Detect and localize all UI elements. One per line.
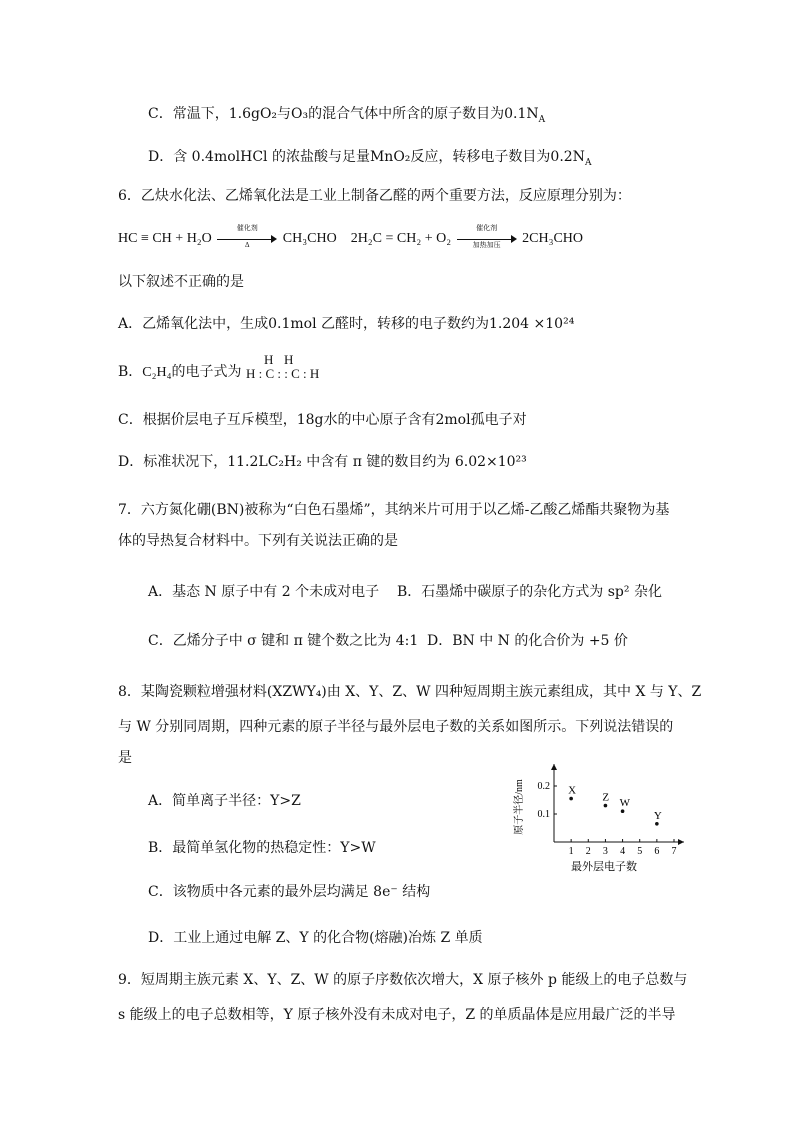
q7-stem-line1: 7．六方氮化硼(BN)被称为“白色石墨烯”，其纳米片可用于以乙烯-乙酸乙烯酯共聚物为基 bbox=[118, 502, 670, 518]
q6-option-c: C．根据价层电子互斥模型，18g水的中心原子含有2mol孤电子对 bbox=[118, 412, 527, 428]
q9-stem-line2: s 能级上的电子总数相等，Y 原子核外没有未成对电子，Z 的单质晶体是应用最广泛的半导 bbox=[118, 1007, 676, 1023]
eq1-arrow: 催化剂 Δ bbox=[217, 232, 277, 246]
ethylene-electron-formula: H H H : C : : C : H bbox=[245, 352, 320, 381]
x-tick-label: 3 bbox=[602, 846, 608, 857]
q8-option-d: D．工业上通过电解 Z、Y 的化合物(熔融)冶炼 Z 单质 bbox=[148, 930, 483, 946]
data-point-label-z: Z bbox=[602, 791, 610, 804]
q5-option-c: C．常温下，1.6gO₂与O₃的混合气体中所含的原子数目为$0.1N_A$ bbox=[148, 106, 546, 125]
q6-option-a: A．乙烯氧化法中，生成0.1mol 乙醛时，转移的电子数约为1.204 ×10²⁴ bbox=[118, 316, 575, 332]
x-tick-label: 2 bbox=[585, 846, 591, 857]
q9-stem-line1: 9．短周期主族元素 X、Y、Z、W 的原子序数依次增大，X 原子核外 p 能级上的电子总数与 bbox=[118, 972, 688, 988]
q6-option-b: B．C₂H₄的电子式为 H H H : C : : C : H bbox=[118, 358, 316, 388]
q7-stem-line2: 体的导热复合材料中。下列有关说法正确的是 bbox=[118, 533, 398, 549]
y-tick-label: 0.2 bbox=[537, 781, 550, 792]
eq2-arrow: 催化剂 加热加压 bbox=[457, 232, 517, 246]
x-tick-label: 7 bbox=[671, 846, 677, 857]
eq1-left: HC ≡ CH + H₂O bbox=[118, 231, 212, 246]
eq1-right: CH₃CHO bbox=[282, 231, 337, 246]
data-point-label-w: W bbox=[619, 797, 630, 810]
radius-scatter-chart bbox=[510, 760, 700, 875]
q6-stem: 6．乙炔水化法、乙烯氧化法是工业上制备乙醛的两个重要方法，反应原理分别为： bbox=[118, 188, 631, 204]
eq2-left: 2H₂C = CH₂ + O₂ bbox=[350, 231, 452, 246]
x-axis-label: 最外层电子数 bbox=[571, 861, 637, 873]
q6-equations bbox=[118, 223, 584, 249]
q7-option-d: D．BN 中 N 的化合价为 +5 价 bbox=[427, 633, 628, 649]
y-tick-label: 0.1 bbox=[537, 809, 550, 820]
y-axis-label: 原子半径/nm bbox=[514, 779, 525, 835]
q6-option-d: D．标准状况下，11.2LC₂H₂ 中含有 π 键的数目约为 6.02×10²³ bbox=[118, 454, 527, 470]
data-point-label-y: Y bbox=[653, 809, 662, 822]
q8-stem-line3: 是 bbox=[118, 750, 132, 766]
q8-option-b: B．最简单氢化物的热稳定性：Y>W bbox=[148, 840, 376, 856]
y-axis-arrow bbox=[551, 764, 557, 770]
data-point-z bbox=[604, 804, 608, 808]
q8-option-a: A．简单离子半径：Y>Z bbox=[148, 793, 301, 809]
x-tick-label: 5 bbox=[637, 846, 643, 857]
eq2-right: 2CH₃CHO bbox=[522, 231, 584, 246]
q8-stem-line1: 8．某陶瓷颗粒增强材料(XZWY₄)由 X、Y、Z、W 四种短周期主族元素组成，其中 X 与 Y、Z bbox=[118, 684, 702, 700]
data-point-y bbox=[655, 822, 659, 826]
x-tick-label: 1 bbox=[568, 846, 574, 857]
q7-option-b: B．石墨烯中碳原子的杂化方式为 sp² 杂化 bbox=[397, 584, 662, 600]
q8-stem-line2: 与 W 分别同周期，四种元素的原子半径与最外层电子数的关系如图所示。下列说法错误的 bbox=[118, 719, 674, 735]
x-tick-label: 4 bbox=[620, 846, 626, 857]
q7-option-c: C．乙烯分子中 σ 键和 π 键个数之比为 4:1 bbox=[148, 633, 419, 649]
data-point-label-x: X bbox=[568, 784, 577, 797]
q7-option-a: A．基态 N 原子中有 2 个未成对电子 bbox=[148, 584, 380, 600]
data-point-w bbox=[621, 809, 625, 813]
q6-question: 以下叙述不正确的是 bbox=[118, 274, 244, 290]
q8-option-c: C．该物质中各元素的最外层均满足 8e⁻ 结构 bbox=[148, 884, 431, 900]
q5-option-d: D．含 0.4molHCl 的浓盐酸与足量MnO₂反应，转移电子数目为$0.2N_A$ bbox=[148, 149, 592, 168]
x-axis-arrow bbox=[678, 839, 684, 845]
x-tick-label: 6 bbox=[654, 846, 660, 857]
data-point-x bbox=[569, 797, 573, 801]
